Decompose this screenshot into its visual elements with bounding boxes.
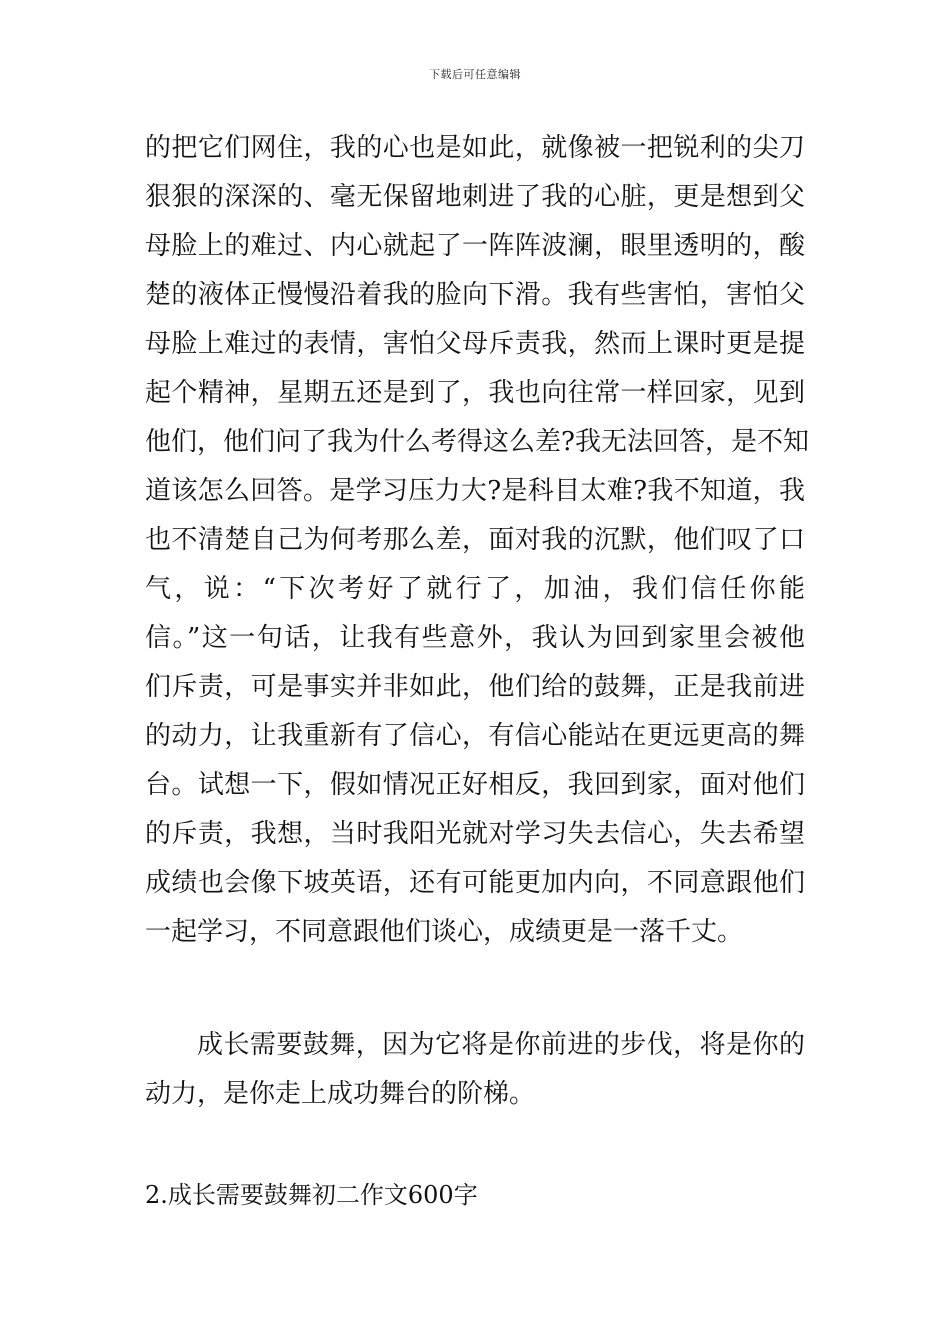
text-line: 狠狠的深深的、毫无保留地刺进了我的心脏，更是想到父 <box>145 182 805 212</box>
text-line: 气，说：“下次考好了就行了，加油，我们信任你能 <box>145 574 805 604</box>
text-line: 成长需要鼓舞，因为它将是你前进的步伐，将是你的 <box>197 1030 805 1060</box>
text-line: 母脸上难过的表情，害怕父母斥责我，然而上课时更是提 <box>145 329 805 359</box>
text-line: 一起学习，不同意跟他们谈心，成绩更是一落千丈。 <box>145 917 744 947</box>
text-line: 起个精神，星期五还是到了，我也向往常一样回家，见到 <box>145 378 805 408</box>
page-header: 下载后可任意编辑 <box>429 68 521 81</box>
text-line: 信。”这一句话，让我有些意外，我认为回到家里会被他 <box>145 623 805 653</box>
text-line: 台。试想一下，假如情况正好相反，我回到家，面对他们 <box>145 770 805 800</box>
text-line: 道该怎么回答。是学习压力大?是科目太难?我不知道，我 <box>145 476 805 506</box>
text-line: 的把它们网住，我的心也是如此，就像被一把锐利的尖刀 <box>145 133 805 163</box>
text-line: 楚的液体正慢慢沿着我的脸向下滑。我有些害怕，害怕父 <box>145 280 805 310</box>
section-heading: 2.成长需要鼓舞初二作文600字 <box>145 1181 478 1209</box>
text-line: 的动力，让我重新有了信心，有信心能站在更远更高的舞 <box>145 721 805 751</box>
body-paragraph-2 <box>145 1021 805 1119</box>
text-line: 的斥责，我想，当时我阳光就对学习失去信心，失去希望 <box>145 819 805 849</box>
text-line: 也不清楚自己为何考那么差，面对我的沉默，他们叹了口 <box>145 525 805 555</box>
body-paragraph-1 <box>145 124 809 957</box>
text-line: 母脸上的难过、内心就起了一阵阵波澜，眼里透明的，酸 <box>145 231 805 261</box>
text-line: 们斥责，可是事实并非如此，他们给的鼓舞，正是我前进 <box>145 672 805 702</box>
text-line: 成绩也会像下坡英语，还有可能更加内向，不同意跟他们 <box>145 868 805 898</box>
text-line: 他们，他们问了我为什么考得这么差?我无法回答，是不知 <box>145 427 809 457</box>
text-line: 动力，是你走上成功舞台的阶梯。 <box>145 1079 536 1109</box>
